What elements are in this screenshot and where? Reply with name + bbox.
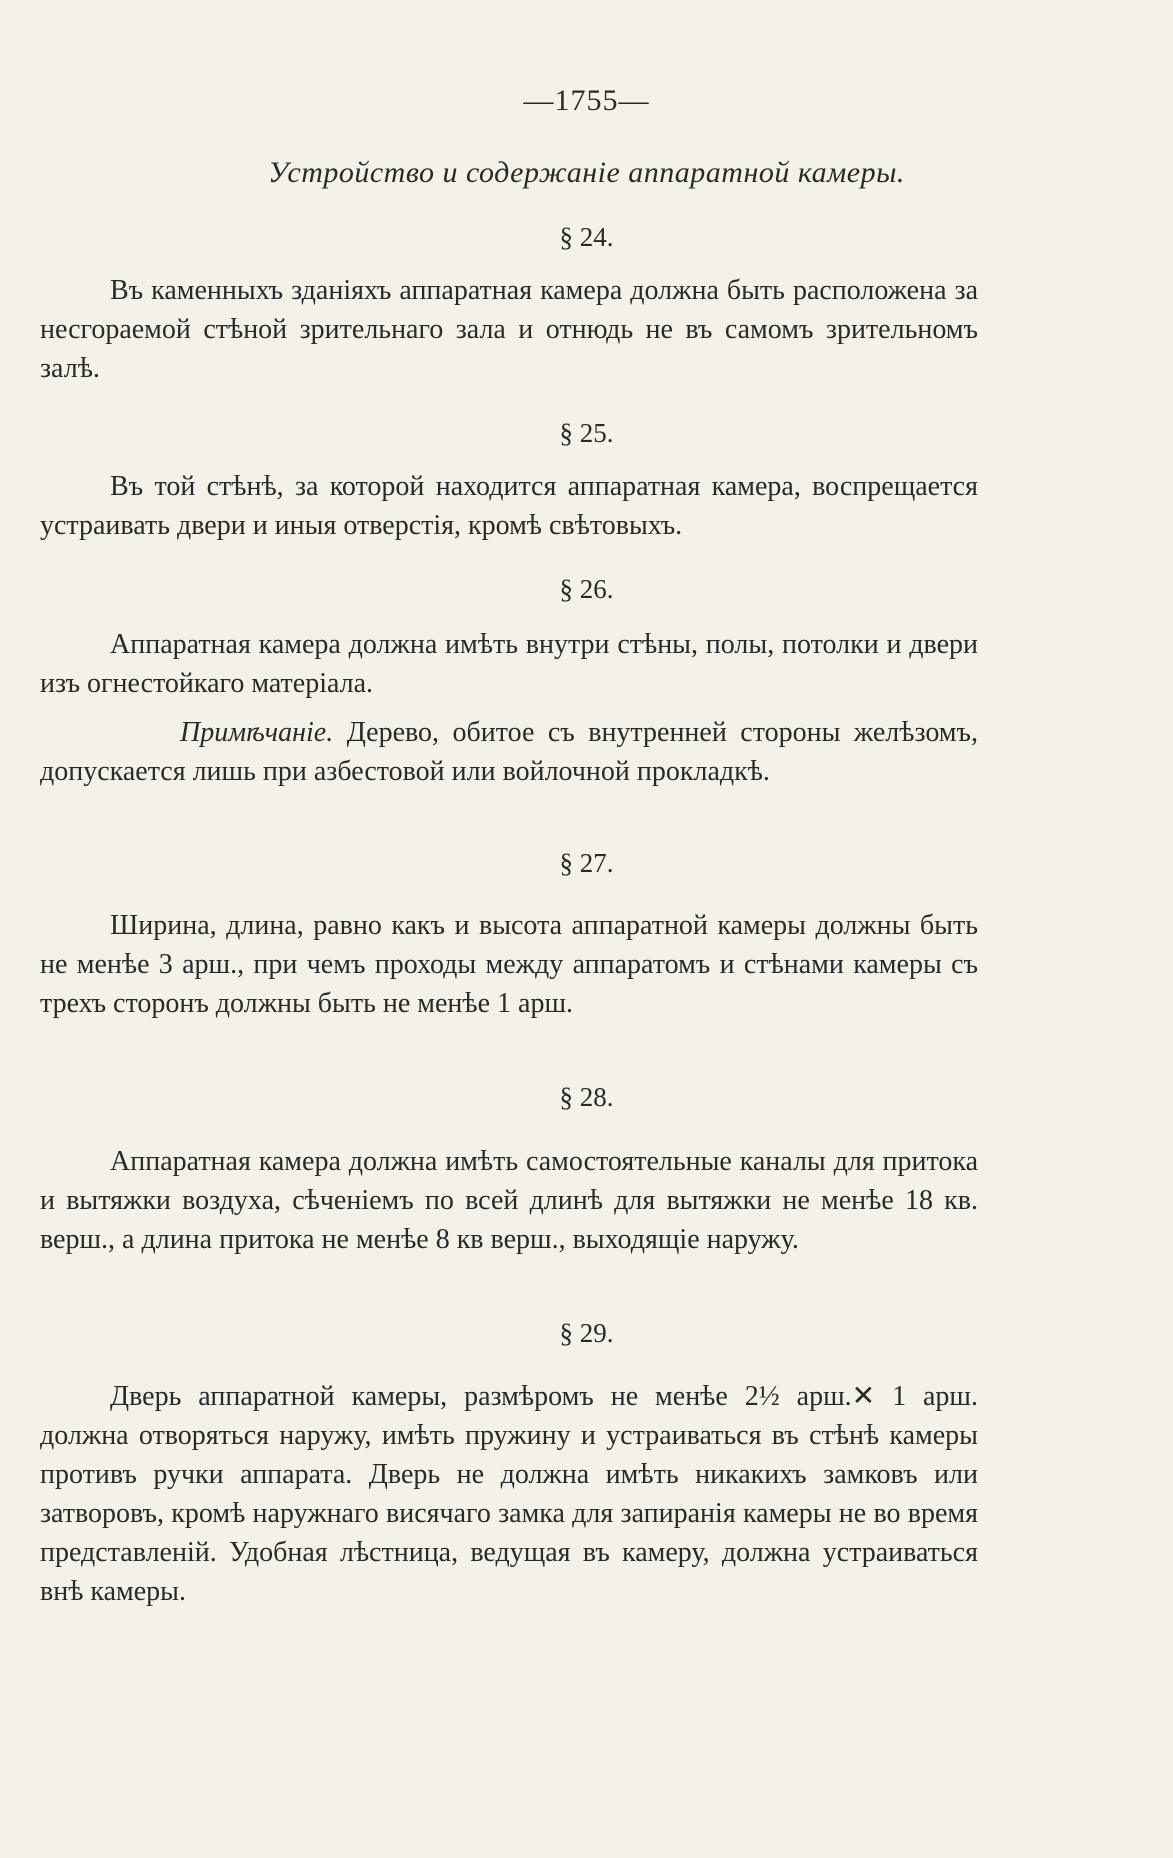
note-label: Примѣчаніе. bbox=[180, 717, 334, 748]
paragraph-25-body: Въ той стѣнѣ, за которой находится аппаратная камера, воспрещается устраивать двери и иныя отверстія, кромѣ свѣтовыхъ. bbox=[40, 471, 978, 541]
paragraph-27-body: Ширина, длина, равно какъ и высота аппаратной камеры должны быть не менѣе 3 арш., при чемъ проходы между аппаратомъ и стѣнами камеры съ трехъ сторонъ должны быть не менѣе 1 арш. bbox=[40, 910, 978, 1019]
paragraph-28-body: Аппаратная камера должна имѣть самостоятельные каналы для притока и вытяжки воздуха, сѣченіемъ по всей длинѣ для вытяжки не менѣе 18 кв. верш., а длина притока не менѣе 8 кв верш., выходящіе наружу. bbox=[40, 1146, 978, 1255]
paragraph-text-28 bbox=[40, 1142, 978, 1259]
section-title: Устройство и содержаніе аппаратной камеры. bbox=[268, 156, 905, 189]
paragraph-text-25 bbox=[40, 467, 978, 545]
paragraph-text-27 bbox=[40, 906, 978, 1023]
paragraph-mark-28: § 28. bbox=[559, 1082, 614, 1112]
paragraph-26-body: Аппаратная камера должна имѣть внутри стѣны, полы, потолки и двери изъ огнестойкаго матеріала. bbox=[40, 629, 978, 699]
paragraph-mark-25: § 25. bbox=[559, 418, 614, 448]
paragraph-mark-24: § 24. bbox=[559, 222, 614, 252]
paragraph-mark-29: § 29. bbox=[559, 1318, 614, 1348]
paragraph-text-26 bbox=[40, 625, 978, 703]
note-26 bbox=[40, 713, 978, 791]
paragraph-mark-26: § 26. bbox=[559, 574, 614, 604]
paragraph-mark-27: § 27. bbox=[559, 848, 614, 878]
paragraph-24-body: Въ каменныхъ зданіяхъ аппаратная камера должна быть расположена за несгораемой стѣной зрительнаго зала и отнюдь не въ самомъ зрительномъ залѣ. bbox=[40, 275, 978, 384]
paragraph-text-29 bbox=[40, 1377, 978, 1611]
note-body: Дерево, обитое съ внутренней стороны желѣзомъ, допускается лишь при азбестовой или войлочной прокладкѣ. bbox=[40, 717, 978, 787]
page-number: —1755— bbox=[523, 84, 650, 117]
paragraph-29-body: Дверь аппаратной камеры, размѣромъ не менѣе 2½ арш.✕ 1 арш. должна отворяться наружу, имѣть пружину и устраиваться въ стѣнѣ камеры противъ ручки аппарата. Дверь не должна имѣть никакихъ замковъ или затворовъ, кромѣ наружнаго висячаго замка для запиранія камеры не во время представленій. Удобная лѣстница, ведущая въ камеру, должна устраиваться внѣ камеры. bbox=[40, 1381, 978, 1607]
paragraph-text-24 bbox=[40, 271, 978, 388]
